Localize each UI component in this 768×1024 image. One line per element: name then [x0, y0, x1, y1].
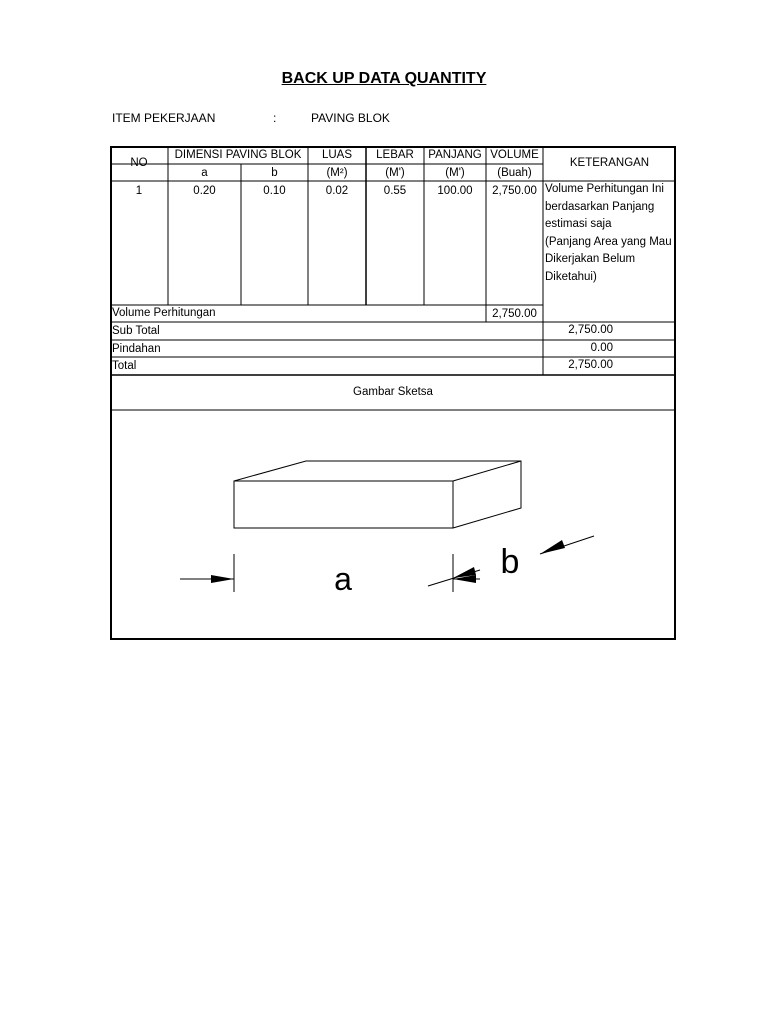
pindahan-label: Pindahan: [112, 343, 161, 355]
total-label: Total: [112, 360, 137, 372]
volume-perhitungan-label: Volume Perhitungan: [112, 307, 216, 319]
keterangan-line: Diketahui): [545, 270, 597, 283]
block-top-side-edges: [234, 461, 521, 528]
cell-panjang: 100.00: [437, 185, 473, 197]
total-value: 2,750.00: [568, 359, 613, 371]
header-volume: VOLUME: [490, 149, 539, 161]
sub-total-value: 2,750.00: [568, 324, 613, 336]
cell-a: 0.20: [193, 185, 216, 197]
header-panjang-unit: (M'): [445, 167, 465, 179]
keterangan-line: estimasi saja: [545, 218, 612, 230]
keterangan-line: (Panjang Area yang Mau: [545, 235, 672, 248]
cell-b: 0.10: [263, 185, 286, 197]
keterangan-line: berdasarkan Panjang: [545, 200, 655, 213]
dimension-label-b: b: [500, 543, 520, 581]
header-panjang: PANJANG: [428, 149, 482, 161]
sub-total-label: Sub Total: [112, 325, 160, 337]
header-lebar: LEBAR: [376, 149, 414, 161]
document-title: [0, 70, 768, 88]
header-luas-unit: (M²): [326, 167, 348, 179]
cell-volume: 2,750.00: [492, 185, 537, 197]
item-pekerjaan-separator: :: [273, 111, 277, 125]
keterangan-line: Volume Perhitungan Ini: [545, 183, 664, 195]
block-front-face: [234, 481, 453, 528]
item-pekerjaan-value: PAVING BLOK: [311, 111, 390, 125]
arrowhead-b-upper: [540, 540, 565, 554]
dimension-label-a: a: [334, 561, 352, 597]
quantity-table: [110, 146, 676, 640]
cell-lebar: 0.55: [383, 185, 407, 197]
header-dimensi: DIMENSI PAVING BLOK: [174, 149, 302, 161]
header-no: NO: [130, 157, 148, 169]
header-keterangan: KETERANGAN: [569, 157, 650, 169]
cell-no: 1: [135, 185, 143, 197]
header-lebar-unit: (M'): [385, 167, 405, 179]
header-volume-unit: (Buah): [497, 167, 532, 179]
block-top-edge: [453, 461, 521, 481]
paving-block-sketch: [110, 146, 676, 640]
pindahan-value: 0.00: [590, 342, 613, 354]
volume-perhitungan-value: 2,750.00: [492, 308, 537, 320]
header-sub-b: b: [271, 167, 278, 179]
keterangan-line: Dikerjakan Belum: [545, 253, 636, 265]
item-pekerjaan-label: ITEM PEKERJAAN: [112, 111, 216, 125]
arrowhead-a-left: [211, 575, 234, 583]
header-luas: LUAS: [321, 149, 353, 161]
document-title-text: BACK UP DATA QUANTITY: [281, 70, 487, 87]
gambar-sketsa-label: Gambar Sketsa: [353, 386, 433, 398]
cell-luas: 0.02: [325, 185, 349, 197]
header-sub-a: a: [201, 167, 208, 179]
